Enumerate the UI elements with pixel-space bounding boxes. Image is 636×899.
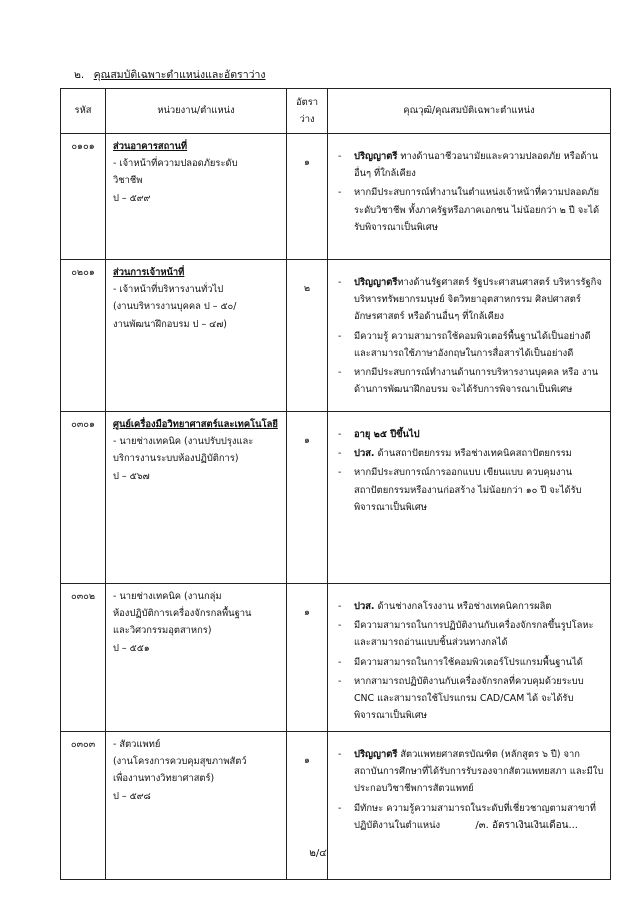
- continued-note: /๓. อัตราเงินเงินเดือน...: [475, 820, 578, 831]
- position-line: - สัตวแพทย์: [113, 739, 161, 750]
- qualification-item: [334, 148, 605, 182]
- table-row: [61, 260, 611, 412]
- qualification-text: หากสามารถปฏิบัติงานกับเครื่องจักรกลที่ควบคุมด้วยระบบ CNC และสามารถใช้โปรแกรม CAD/CAM ได้ จะได้รับพิจารณาเป็นพิเศษ: [354, 675, 584, 722]
- position-line: ป – ๕๖๗: [113, 470, 150, 482]
- cell-position: [106, 412, 287, 584]
- section-number: ๒.: [74, 69, 85, 81]
- cell-qualification: [328, 412, 611, 584]
- qualification-item: [334, 184, 605, 236]
- table-header-row: [61, 89, 611, 134]
- position-line: และวิศวกรรมอุตสาหกร): [113, 625, 212, 637]
- header-qualification: คุณวุฒิ/คุณสมบัติเฉพาะตำแหน่ง: [328, 89, 611, 134]
- qualification-text: หากมีประสบการณ์การออกแบบ เขียนแบบ ควบคุมงานสถาปัตยกรรมหรืองานก่อสร้าง ไม่น้อยกว่า ๑๐ ปี จะได้รับพิจารณาเป็นพิเศษ: [354, 467, 582, 513]
- qualification-item: [334, 274, 605, 326]
- qualification-item: [334, 673, 605, 725]
- qualification-emphasis: ปริญญาตรี: [354, 277, 398, 288]
- position-line: วิชาชีพ: [113, 175, 143, 187]
- cell-position: [106, 260, 287, 412]
- cell-code: ๐๒๐๑: [61, 260, 106, 412]
- qualification-emphasis: อายุ ๒๕ ปีขึ้นไป: [354, 429, 420, 440]
- position-line: ห้องปฏิบัติการเครื่องจักรกลพื้นฐาน: [113, 608, 252, 620]
- qualification-emphasis: ปริญญาตรี: [354, 749, 398, 760]
- qualification-text: มีความรู้ ความสามารถใช้คอมพิวเตอร์พื้นฐานได้เป็นอย่างดี และสามารถใช้ภาษาอังกฤษในการสื่อสารได้เป็นอย่างดี: [354, 330, 591, 359]
- qualification-list: [334, 274, 605, 398]
- position-line: (งานโครงการควบคุมสุขภาพสัตว์: [113, 756, 247, 768]
- qualification-item: [334, 445, 605, 462]
- positions-table: [60, 88, 611, 880]
- cell-code: ๐๑๐๑: [61, 134, 106, 260]
- cell-rate: ๑: [287, 134, 328, 260]
- qualification-emphasis: ปริญญาตรี: [354, 151, 398, 162]
- qualification-item: [334, 598, 605, 615]
- position-line: - เจ้าหน้าที่บริหารงานทั่วไป: [113, 284, 224, 296]
- qualification-item: [334, 654, 605, 671]
- cell-code: ๐๓๐๓: [61, 732, 106, 880]
- qualification-emphasis: ปวส.: [354, 448, 375, 460]
- qualification-item: [334, 328, 605, 362]
- qualification-text: มีทักษะ ความรู้ความสามารถในระดับที่เชี่ยวชาญตามสาขาที่ปฏิบัติงานในตำแหน่ง: [354, 802, 596, 831]
- header-rate-line2: ว่าง: [299, 114, 315, 125]
- cell-code: ๐๓๐๒: [61, 584, 106, 732]
- cell-rate: ๑: [287, 732, 328, 880]
- header-rate: [287, 89, 328, 134]
- position-line: ป – ๕๙๘: [113, 790, 151, 802]
- position-line: (งานบริหารงานบุคคล ป – ๕๐/: [113, 301, 237, 313]
- position-line: ป – ๕๕๑: [113, 642, 150, 654]
- qualification-text: ด้านช่างกลโรงงาน หรือช่างเทคนิคการผลิต: [374, 601, 552, 612]
- qualification-list: [334, 426, 605, 516]
- cell-qualification: [328, 260, 611, 412]
- cell-position: [106, 584, 287, 732]
- department-name: ศูนย์เครื่องมือวิทยาศาสตร์และเทคโนโลยี: [113, 419, 278, 430]
- position-line: บริการงานระบบห้องปฏิบัติการ): [113, 453, 239, 465]
- department-name: ส่วนอาคารสถานที่: [113, 141, 188, 152]
- qualification-item: [334, 617, 605, 651]
- section-heading: [74, 66, 266, 83]
- qualification-text: ทางด้านอาชีวอนามัยและความปลอดภัย หรือด้านอื่นๆ ที่ใกล้เคียง: [354, 151, 599, 180]
- header-code: รหัส: [61, 89, 106, 134]
- qualification-text: ด้านสถาปัตยกรรม หรือช่างเทคนิคสถาปัตยกรรม: [374, 448, 572, 460]
- header-position: หน่วยงาน/ตำแหน่ง: [106, 89, 287, 134]
- header-rate-line1: อัตรา: [295, 96, 319, 108]
- qualification-text: หากมีประสบการณ์ทำงานในตำแหน่งเจ้าหน้าที่ความปลอดภัยระดับวิชาชีพ ทั้งภาครัฐหรือภาคเอกชน ไม่น้อยกว่า ๒ ปี จะได้รับพิจารณาเป็นพิเศษ: [354, 187, 600, 233]
- position-line: ป – ๕๙๙: [113, 192, 151, 204]
- cell-rate: ๒: [287, 260, 328, 412]
- qualification-item: [334, 464, 605, 516]
- qualification-text: ทางด้านรัฐศาสตร์ รัฐประศาสนศาสตร์ บริหารรัฐกิจ บริหารทรัพยากรมนุษย์ จิตวิทยาอุตสาหกรรม ศิลปศาสตร์ อักษรศาสตร์ หรือด้านอื่นๆ ที่ใกล้เคียง: [354, 277, 602, 323]
- table-row: [61, 412, 611, 584]
- qualification-text: มีความสามารถในการปฏิบัติงานกับเครื่องจักรกลขึ้นรูปโลหะ และสามารถอ่านแบบชิ้นส่วนทางกลได้: [354, 620, 594, 649]
- qualification-text: สัตวแพทยศาสตรบัณฑิต (หลักสูตร ๖ ปี) จากสถาบันการศึกษาที่ได้รับการรับรองจากสัตวแพทยสภา และมีใบประกอบวิชาชีพการสัตวแพทย์: [354, 749, 604, 795]
- cell-code: ๐๓๐๑: [61, 412, 106, 584]
- position-line: - นายช่างเทคนิค (งานกลุ่ม: [113, 591, 222, 602]
- department-name: ส่วนการเจ้าหน้าที่: [113, 267, 185, 278]
- position-line: งานพัฒนาฝึกอบรม ป – ๔๗): [113, 318, 227, 330]
- section-title: คุณสมบัติเฉพาะตำแหน่งและอัตราว่าง: [93, 69, 266, 81]
- position-line: เพื่องานทางวิทยาศาสตร์): [113, 773, 215, 785]
- qualification-item: [334, 364, 605, 398]
- cell-rate: ๑: [287, 412, 328, 584]
- qualification-item: [334, 746, 605, 798]
- cell-qualification: [328, 134, 611, 260]
- qualification-text: หากมีประสบการณ์ทำงานด้านการบริหารงานบุคคล หรือ งานด้านการพัฒนาฝึกอบรม จะได้รับการพิจารณาเป็นพิเศษ: [354, 367, 599, 396]
- position-line: - เจ้าหน้าที่ความปลอดภัยระดับ: [113, 158, 238, 170]
- qualification-emphasis: ปวส.: [354, 601, 375, 612]
- cell-position: [106, 134, 287, 260]
- position-line: - นายช่างเทคนิค (งานปรับปรุงและ: [113, 436, 254, 448]
- cell-rate: ๑: [287, 584, 328, 732]
- qualification-list: [334, 148, 605, 236]
- table-row: [61, 134, 611, 260]
- qualification-text: มีความสามารถในการใช้คอมพิวเตอร์โปรแกรมพื้นฐานได้: [354, 656, 583, 668]
- qualification-item: [334, 426, 605, 443]
- cell-qualification: [328, 584, 611, 732]
- qualification-list: [334, 598, 605, 724]
- page-number: ๒/๔: [309, 848, 327, 859]
- table-row: [61, 584, 611, 732]
